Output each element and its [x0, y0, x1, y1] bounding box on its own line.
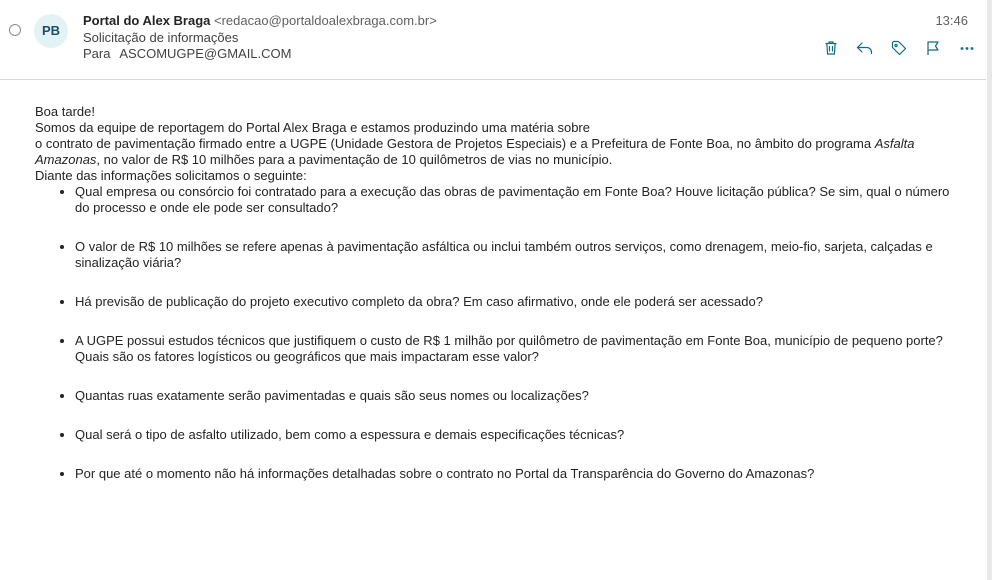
from-line — [83, 13, 437, 29]
to-label: Para — [83, 46, 111, 61]
more-actions-button[interactable] — [950, 38, 984, 58]
list-item: • Qual será o tipo de asfalto utilizado, bem como a espessura e demais especificações técnicas? — [75, 427, 955, 443]
list-item: • Quantas ruas exatamente serão pavimentadas e quais são seus nomes ou localizações? — [75, 388, 955, 404]
intro-paragraph — [35, 120, 955, 168]
lead-in-text: Diante das informações solicitamos o seguinte: — [35, 168, 307, 183]
message-subject: Solicitação de informações — [83, 30, 239, 45]
list-item: • A UGPE possui estudos técnicos que justifiquem o custo de R$ 1 milhão por quilômetro de pavimentação em Fonte Boa, município de pequeno porte? Quais são os fatores logísticos ou geográficos que mais impactaram esse valor? — [75, 333, 955, 365]
message-body — [35, 104, 955, 482]
list-item: • Qual empresa ou consórcio foi contratado para a execução das obras de pavimentação em Fonte Boa? Houve licitação pública? Se sim, qual o número do processo e onde ele pode ser consultado? — [75, 184, 955, 216]
tag-icon — [891, 40, 907, 56]
delete-button[interactable] — [814, 38, 848, 58]
message-header — [0, 0, 986, 80]
recipient-address[interactable]: ASCOMUGPE@GMAIL.COM — [119, 46, 292, 61]
avatar[interactable]: PB — [34, 14, 68, 48]
trash-icon — [823, 40, 839, 56]
message-actions — [814, 38, 984, 58]
intro-text-2: o contrato de pavimentação firmado entre a UGPE (Unidade Gestora de Projetos Especiais) e a Prefeitura de Fonte Boa, no âmbito do programa — [35, 136, 875, 151]
intro-text-3: , no valor de R$ 10 milhões para a pavimentação de 10 quilômetros de vias no município. — [96, 152, 613, 167]
select-message-radio[interactable] — [9, 24, 21, 36]
list-item: • O valor de R$ 10 milhões se refere apenas à pavimentação asfáltica ou inclui também outros serviços, como drenagem, meio-fio, sarjeta, calçadas e sinalização viária? — [75, 239, 955, 271]
flag-icon — [925, 40, 941, 56]
greeting: Boa tarde! — [35, 104, 95, 119]
intro-text-1: Somos da equipe de reportagem do Portal Alex Braga e estamos produzindo uma matéria sobre — [35, 120, 590, 135]
more-icon — [959, 40, 975, 56]
message-time: 13:46 — [935, 13, 968, 28]
list-item: • Por que até o momento não há informações detalhadas sobre o contrato no Portal da Transparência do Governo do Amazonas? — [75, 466, 955, 482]
tag-button[interactable] — [882, 38, 916, 58]
reply-icon — [856, 40, 874, 56]
flag-button[interactable] — [916, 38, 950, 58]
reply-button[interactable] — [848, 38, 882, 58]
question-list — [35, 184, 955, 482]
sender-email: <redacao@portaldoalexbraga.com.br> — [214, 13, 437, 28]
recipient-line — [83, 46, 291, 62]
program-name: Asfalta Amazonas — [35, 136, 915, 167]
sender-name[interactable]: Portal do Alex Braga — [83, 13, 211, 28]
scrollbar-track[interactable] — [987, 0, 992, 580]
list-item: • Há previsão de publicação do projeto executivo completo da obra? Em caso afirmativo, onde ele poderá ser acessado? — [75, 294, 955, 310]
